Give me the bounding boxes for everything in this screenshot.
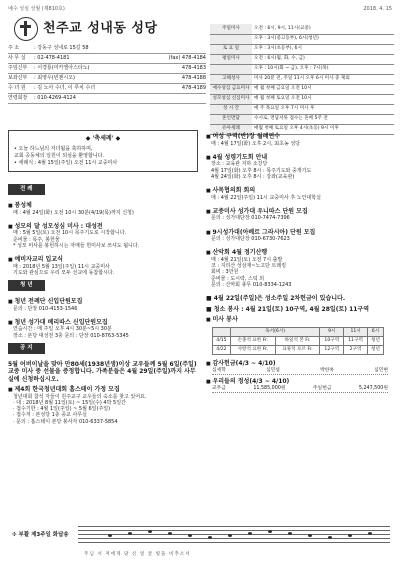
announcement-item: ■ 여성 구역(반)장 월례연수 매 : 4월 17일(화) 오후 2시, 최초농 성당 — [206, 133, 394, 147]
section-notice: 공 지 — [8, 343, 45, 354]
right-column — [206, 130, 394, 394]
issue-date: 2018. 4. 15 — [363, 6, 392, 12]
announcement-item: ■ 교중미사 성가대 우니따스 단원 모집 문의 : 성가대단장 010-7474-7396 — [206, 208, 394, 222]
psalm-lyric: 주님 서 저에게 당 신 얼 굴 빛을 비추소서 — [84, 552, 191, 557]
announcement-item: ■ 예비자교리 입교식 매 : 2018년 5월 13일(주일) 11시 교중미사 기도와 관심으로 우리 모두 선교에 동참합시다. — [8, 256, 198, 276]
baptism-box — [8, 130, 198, 172]
mass-service-table: 독서(6시) 9시 11시 6시 4/15 손종석 요한 Fr. 하일석 본 Fr. 10구역 11구역 청년 4/22 사항석 요한 Fr. 표류덕 포르 Fr. 12구역 2구역 청년 — [212, 327, 384, 355]
thanks-row: 심세학 심민섭 박한옥 심민현 — [212, 368, 388, 373]
section-liturgy: 전 례 — [8, 184, 45, 195]
music-staff — [78, 520, 390, 560]
mass-row: 유아세례 매월 첫째 토요일 오후 4시(초등) 9시 이후 — [210, 124, 394, 134]
offering-row: 교무금 11,585,000원 주일헌금 5,247,500원 — [212, 386, 388, 392]
mass-service-title: ■ 미사 봉사 — [206, 316, 394, 324]
announcement-item: ■ 봉성체 매 : 4월 24일(화) 오전 10시 30분(4/19(목)까지 신청) — [8, 202, 198, 216]
announcement-item: ■ 제4회 한국청년대회 홈스테이 가정 모집 청년대회 참석 자들이 원주교구 교우들의 숙소를 찾고 있어요. · 대 : 2018년 8월 11일(토) ~ 15일(수) 4박 5일간 · 접수기한 : 4월 1일(주일) ~ 5월 6일(주일) · 접수처 : 본성당 1층 종교 사무실 · 문의 : 홈스테이 본당 봉사자 010-6337-5854 — [8, 386, 198, 425]
info-row: 주 소 : 강동구 성내로 15길 58 — [8, 44, 206, 54]
announcement-item: ■ 성모의 달 성모성심 미사 : 대성전 매 : 5월 5일(토) 오전 10시 목주기도로 시작합니다. 준비물 : 목주, 봉헌물 * 성모 미사를 봉헌하시는 자매들 흰미사보 쓰셔도 됩니다. — [8, 223, 198, 249]
info-row: 연령회장 : 010-4269-4124 — [8, 94, 206, 104]
baptism-line: • 세례식 : 4월 15일(주일) 오전 11시 교중미사 — [14, 160, 118, 166]
info-row: 보좌신부 : 최영우(빈첸시오) 478-4188 — [8, 74, 206, 84]
mass-schedule-table — [210, 24, 394, 135]
info-row: 사 무 실 : 02-478-4181 (fax) 478-4184 — [8, 54, 206, 64]
baptism-title: ◆ '축세례' ◆ — [85, 135, 121, 142]
mass-row: 성 시 간 매 주 목요일 오후 7시 미사 후 — [210, 104, 394, 114]
mass-row: 토 요 일 오후 : 3시(초등부), 6시 — [210, 44, 394, 54]
offering-title: ■ 우리들의 정성(4/3 ~ 4/10) — [206, 378, 394, 386]
table-row: 4/22 사항석 요한 Fr. 표류덕 포르 Fr. 12구역 2구역 청년 — [213, 345, 384, 354]
mass-row: 고해성사 미사 20분 전, 주일 11시 오후 6시 미사 중 제외 — [210, 74, 394, 84]
thanks-offering-title: ■ 감사헌금(4/3 ~ 4/10) — [206, 360, 394, 368]
parish-title: 천주교 성내동 성당 — [43, 20, 158, 36]
section-youth: 청 년 — [8, 280, 45, 291]
announcement-item: ■ 9시성가대(아베르 그라시아) 단원 모집 문의 : 성가대단장 010-6730-7623 — [206, 229, 394, 243]
left-column — [8, 130, 198, 425]
vocation-sunday-note: ■ 4월 22일(주일)은 성소주일 2차헌금이 있습니다. — [206, 295, 346, 302]
parish-header — [14, 17, 158, 41]
mass-row: 오후 : 3시(중고등부), 6시(청년) — [210, 34, 394, 44]
issue-info: 예수 성심 성월 (제810호) — [8, 6, 65, 12]
mass-row: 평일미사 오전 : 6시(월, 화, 수, 금) — [210, 54, 394, 64]
info-row: 수 녀 원 : 김 노아 수녀, 이 루치 수녀 478-4189 — [8, 84, 206, 94]
mass-row: 성모성심 신심미사 매 월 첫째 토요일 오전 10시 — [210, 94, 394, 104]
mass-row: 예수성심 금요미사 매 월 첫째 금요일 오전 10시 — [210, 84, 394, 94]
cross-logo-icon — [14, 17, 38, 41]
cleaning-service-note: ■ 청소 봉사 : 4월 21일(토) 10구역, 4월 28일(토) 11구역 — [206, 305, 370, 313]
psalm-title: ✣ 부활 제3주일 화답송 — [12, 532, 69, 539]
mass-row: 주일미사 오전 : 6시, 9시, 11시(교중) — [210, 24, 394, 34]
announcement-item: ■ 산악회 4월 정기산행 매 : 4월 21일(토) 오전 7시 출발 코 : 지리산 성삼재~노고단 트레킹 회비 : 3만원 준비물 : 도시락, 스틱 외 문의 : 산악회 총무 010-8334-1243 — [206, 249, 394, 288]
header-meta — [8, 6, 392, 12]
table-row: 4/15 손종석 요한 Fr. 하일석 본 Fr. 10구역 11구역 청년 — [213, 336, 384, 345]
announcement-item: ■ 청년 성가대 베리따스 신입단원모집 연습시간 : 매 주일 오후 4시 30분~5시 30분 장소 : 본당 대성전 3층 문의 : 단장 010-8763-5345 — [8, 319, 198, 339]
mass-row: 혼인면담 수시로, 면담서류 접수는 혼배 5주 전 — [210, 114, 394, 124]
parish-info — [8, 44, 206, 104]
announcement-item: ■ 청년 전례단 신입단원모집 문의 : 단장 010-4153-1546 — [8, 298, 198, 312]
announcement-item: ■ 4월 성령기도회 안내 장소 : 교육관 지하 소강당 4월 17일(화) 오후 8시 : 목주기도와 중개기도 4월 24일(화) 오후 8시 : 강좌(교육관) — [206, 154, 394, 180]
notice-parents-day: 5월 어버이날을 맞아 만80세(1938년생)이상 교우들께 5월 6일(주일) 교중 미사 중 선물을 증정합니다. 가족분들은 4월 29일(주일)까지 사무실에 신청하십시오. — [8, 360, 197, 383]
announcement-item: ■ 사목협의회 회의 매 : 4월 22일(주일) 11시 교중미사 후 노인대학실 — [206, 187, 394, 201]
baptism-line: 교회 공동체의 일원이 되심을 환영합니다. — [14, 152, 105, 159]
info-row: 주임신부 : 서경룡(미카엘아스타노) 478-4183 — [8, 64, 206, 74]
baptism-line: • 오늘 하느님의 자녀됨을 축하하며, — [14, 145, 93, 152]
mass-row: 오후 : 10시(화 ~ 금), 오후 : 7시(목) — [210, 64, 394, 74]
